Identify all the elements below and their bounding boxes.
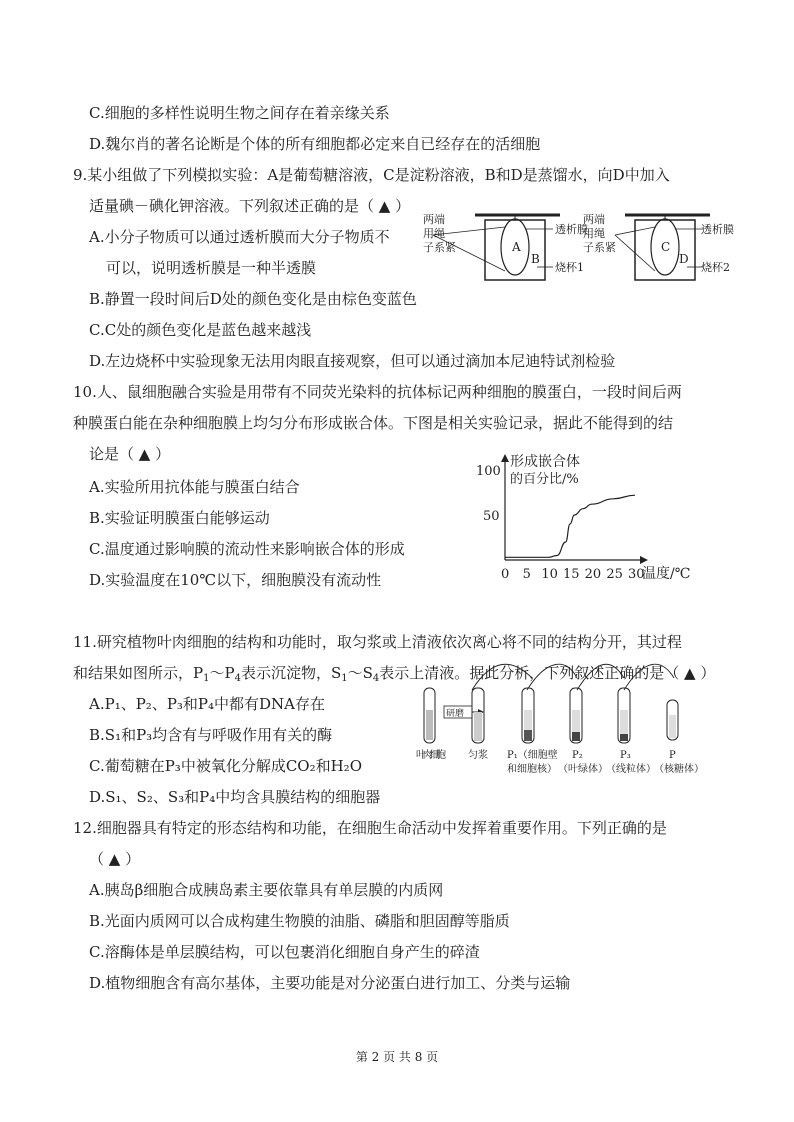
x-axis-label: 温度/℃	[642, 566, 691, 582]
q10-option-d: D.实验温度在10℃以下，细胞膜没有流动性	[89, 571, 382, 589]
x-tick-label: 0	[501, 567, 510, 582]
q9-option-c: C.C处的颜色变化是蓝色越来越浅	[89, 321, 312, 339]
q11-centrifuge-figure	[412, 660, 707, 780]
tube4-label-line2: （线粒体）	[606, 764, 656, 775]
q10-option-b: B.实验证明膜蛋白能够运动	[89, 509, 270, 527]
beaker-1-rope-label: 两端用绳子系紧	[423, 213, 456, 254]
tube-p1	[522, 688, 534, 743]
y-tick-label: 100	[476, 464, 501, 479]
q9-stem-line2: 适量碘－碘化钾溶液。下列叙述正确的是（ ▲ ）	[89, 197, 411, 215]
q8-option-c: C.细胞的多样性说明生物之间存在着亲缘关系	[89, 104, 390, 122]
q11-option-b: B.S₁和P₃均含有与呼吸作用有关的酶	[89, 726, 333, 744]
q9-option-b: B.静置一段时间后D处的颜色变化是由棕色变蓝色	[89, 290, 417, 308]
x-tick-label: 30	[628, 567, 645, 582]
x-tick-label: 15	[563, 567, 580, 582]
tube-leaf-cells	[424, 688, 435, 743]
beaker-1-membrane-label: 透析膜	[555, 223, 588, 236]
q11-sub: 4	[372, 673, 380, 684]
tube-p2	[570, 688, 582, 743]
q11-sub: 1	[341, 673, 348, 684]
tube3-label-line1: P₂	[572, 750, 583, 761]
q11-stem-part: 和结果如图所示，P	[73, 664, 204, 682]
x-tick-label: 5	[522, 567, 531, 582]
beaker-1-inner-label: A	[512, 240, 521, 254]
y-axis-label-line1: 形成嵌合体	[510, 454, 580, 470]
x-tick-label: 10	[541, 567, 558, 582]
beaker-1-outer-label: B	[531, 252, 540, 266]
tube-p4	[667, 700, 678, 740]
q11-option-c: C.葡萄糖在P₃中被氧化分解成CO₂和H₂O	[89, 757, 362, 775]
beaker-1	[433, 215, 588, 280]
page-footer: 第 2 页 共 8 页	[355, 1050, 439, 1064]
tube2-label-line1: P₁（细胞壁	[507, 750, 558, 761]
tube2-label-line2: 和细胞核）	[507, 764, 557, 775]
q12-option-a: A.胰岛β细胞合成胰岛素主要依靠具有单层膜的内质网	[89, 881, 444, 899]
q9-option-a-line2: 可以，说明透析膜是一种半透膜	[106, 259, 317, 277]
q9-stem-line1: 9.某小组做了下列模拟实验：A是葡萄糖溶液，C是淀粉溶液，B和D是蒸馏水，向D中加入	[73, 166, 670, 184]
q12-stem-line1: 12.细胞器具有特定的形态结构和功能，在细胞生命活动中发挥着重要作用。下列正确的是	[73, 819, 667, 837]
tube4-label-line1: P₃	[620, 750, 631, 761]
q11-stem-part: ～P	[209, 664, 235, 682]
q11-option-d: D.S₁、S₂、S₃和P₄中均含具膜结构的细胞器	[89, 788, 381, 806]
q11-stem-part: 表示沉淀物，S	[240, 664, 342, 682]
beaker-2-inner-label: C	[661, 240, 671, 254]
q9-option-a-line1: A.小分子物质可以通过透析膜而大分子物质不	[89, 228, 390, 246]
q8-option-d: D.魏尔肖的著名论断是个体的所有细胞都必定来自已经存在的活细胞	[89, 135, 541, 153]
q11-stem-part: ～S	[347, 664, 373, 682]
q10-chart	[470, 452, 710, 587]
q11-sub: 4	[234, 673, 241, 684]
tube5-label-line1: P	[669, 750, 676, 761]
q10-option-c: C.温度通过影响膜的流动性来影响嵌合体的形成	[89, 540, 405, 558]
x-tick-label: 20	[584, 567, 602, 582]
beaker-2-rope-label: 两端用绳子系紧	[583, 213, 616, 254]
beaker-2-label: 烧杯2	[701, 261, 730, 274]
q9-beaker-figure	[423, 205, 734, 290]
q11-stem-part: 表示上清液。据此分析，下列叙述正确的是（ ▲ ）	[379, 664, 716, 682]
tube0-label: 叶肉细胞	[416, 750, 446, 761]
q10-stem-line1: 10.人、鼠细胞融合实验是用带有不同荧光染料的抗体标记两种细胞的膜蛋白，一段时间后两	[73, 383, 682, 401]
tube5-label-line2: （核糖体）	[654, 764, 704, 775]
grind-label: 研磨	[446, 709, 465, 719]
beaker-1-label: 烧杯1	[555, 261, 584, 274]
q11-stem-line1: 11.研究植物叶肉细胞的结构和功能时，取匀浆或上清液依次离心将不同的结构分开，其过程	[73, 633, 682, 651]
x-tick-label: 25	[606, 567, 623, 582]
q12-option-b: B.光面内质网可以合成构建生物膜的油脂、磷脂和胆固醇等脂质	[89, 912, 510, 930]
tube-p3	[618, 688, 630, 743]
y-axis-arrow	[501, 454, 509, 462]
tube3-label-line2: （叶绿体）	[558, 764, 608, 775]
beaker-2-membrane-label: 透析膜	[701, 223, 734, 236]
tube1-label: 匀浆	[468, 750, 488, 761]
q12-stem-line2: （ ▲ ）	[89, 850, 141, 868]
series-line	[505, 495, 635, 557]
x-axis-arrow	[640, 556, 648, 564]
q11-option-a: A.P₁、P₂、P₃和P₄中都有DNA存在	[89, 695, 326, 713]
q10-stem-line3: 论是（ ▲ ）	[89, 445, 171, 463]
y-tick-label: 50	[483, 509, 500, 524]
beaker-2	[615, 215, 734, 280]
q12-option-c: C.溶酶体是单层膜结构，可以包裹消化细胞自身产生的碎渣	[89, 943, 480, 961]
q9-option-d: D.左边烧杯中实验现象无法用肉眼直接观察，但可以通过滴加本尼迪特试剂检验	[89, 352, 616, 370]
q11-sub: 1	[203, 673, 210, 684]
beaker-2-outer-label: D	[679, 252, 689, 266]
tube-homogenate	[472, 688, 484, 743]
y-axis-label	[510, 453, 580, 487]
q10-stem-line2: 种膜蛋白能在杂种细胞膜上均匀分布形成嵌合体。下图是相关实验记录，据此不能得到的结	[73, 414, 674, 432]
y-axis-label-line2: 的百分比/%	[510, 472, 579, 487]
q10-option-a: A.实验所用抗体能与膜蛋白结合	[89, 478, 300, 496]
q12-option-d: D.植物细胞含有高尔基体，主要功能是对分泌蛋白进行加工、分类与运输	[89, 974, 571, 992]
